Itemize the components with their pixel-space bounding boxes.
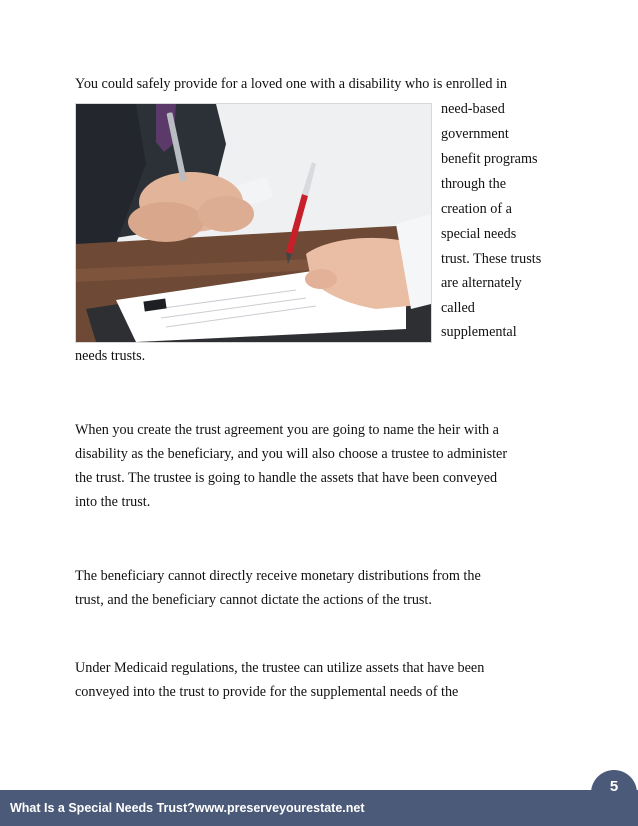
paragraph-2-line: When you create the trust agreement you are going to name the heir with a [75, 422, 499, 438]
signing-document-photo [75, 103, 432, 343]
paragraph-1-end: needs trusts. [75, 348, 146, 364]
paragraph-2-line: disability as the beneficiary, and you will also choose a trustee to administer [75, 446, 508, 462]
paragraph-3-line: trust, and the beneficiary cannot dictate the actions of the trust. [75, 592, 432, 608]
paragraph-1-wrap-line: government [441, 126, 509, 142]
paragraph-2-line: the trust. The trustee is going to handle the assets that have been conveyed [75, 470, 498, 486]
paragraph-4-line: conveyed into the trust to provide for the supplemental needs of the [75, 684, 459, 700]
paragraph-1-wrap-line: benefit programs [441, 151, 538, 167]
paragraph-2-line: into the trust. [75, 494, 151, 510]
paragraph-1-intro: You could safely provide for a loved one with a disability who is enrolled in [75, 76, 507, 92]
paragraph-1-wrap-line: called [441, 300, 475, 316]
page-number: 5 [609, 778, 619, 795]
paragraph-1-wrap-line: supplemental [441, 324, 517, 340]
paragraph-1-wrap-line: need-based [441, 101, 505, 117]
paragraph-1-wrap-line: creation of a [441, 201, 512, 217]
paragraph-1-wrap-line: special needs [441, 226, 517, 242]
paragraph-1-wrap-line: are alternately [441, 275, 522, 291]
paragraph-1-wrap-line: trust. These trusts [441, 251, 542, 267]
footer-text: What Is a Special Needs Trust?www.preserveyourestate.net [10, 801, 365, 815]
paragraph-3-line: The beneficiary cannot directly receive monetary distributions from the [75, 568, 481, 584]
paragraph-1-wrap-line: through the [441, 176, 507, 192]
paragraph-4-line: Under Medicaid regulations, the trustee can utilize assets that have been [75, 660, 485, 676]
